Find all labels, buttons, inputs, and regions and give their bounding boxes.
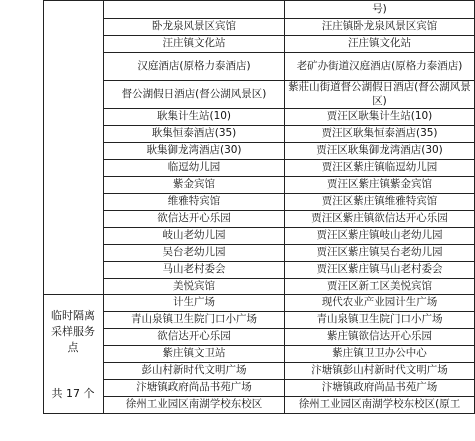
venue-address-cell: 贾汪区耿集恒泰酒店(35)	[321, 127, 438, 139]
venue-address-cell: 贾汪区紫庄镇紫金宾馆	[327, 178, 432, 190]
venue-name-cell: 欲信达开心乐园	[157, 212, 231, 224]
sampling-point-address-cell: 青山泉镇卫生院门口小广场	[316, 313, 443, 325]
venue-name-cell: 耿集计生站(10)	[156, 110, 232, 122]
venue-address-cell: 贾汪区新工区美悦宾馆	[327, 280, 432, 292]
venue-name-cell: 耿集御龙湾酒店(30)	[146, 144, 242, 156]
venue-name-cell: 督公湖假日酒店(督公湖风景区)	[121, 88, 267, 100]
venue-name-cell: 临逗幼儿园	[167, 161, 221, 173]
group-count: 共 17 个	[51, 387, 95, 400]
sampling-point-address-cell: 汴塘镇彭山村新时代文明广场	[311, 364, 448, 376]
venue-address-cell: 贾汪区紫庄镇欲信达开心乐园	[311, 212, 448, 224]
venue-address-cell: 贾汪区紫庄镇岐山老幼儿园	[316, 229, 443, 241]
venue-address-cell: 贾汪区紫庄镇吴台老幼儿园	[316, 246, 443, 258]
venue-name-cell: 卧龙泉风景区宾馆	[152, 20, 236, 32]
group-label-line: 点	[67, 341, 79, 354]
venue-address-cell: 紫莊山街道督公湖假日酒店(督公湖风景区)	[288, 81, 471, 107]
sampling-point-name-cell: 计生广场	[173, 296, 215, 308]
sampling-point-name-cell: 彭山村新时代文明广场	[141, 364, 247, 376]
venue-name-cell: 马山老村委会	[162, 263, 226, 275]
venue-address-cell: 贾汪区紫庄镇马山老村委会	[316, 263, 443, 275]
sampling-point-name-cell: 青山泉镇卫生院门口小广场	[131, 313, 257, 325]
venue-address-cell: 号)	[372, 3, 387, 15]
venue-name-cell	[105, 0, 283, 18]
sampling-point-name-cell: 欲信达开心乐园	[157, 330, 231, 342]
sampling-point-address-cell: 徐州工业园区南湖学校东校区(原工	[298, 398, 461, 410]
venue-address-cell: 老矿办街道汉庭酒店(原格力泰酒店)	[296, 60, 463, 72]
sampling-point-name-cell: 汴塘镇政府尚品书苑广场	[136, 381, 252, 393]
venue-name-cell: 耿集恒泰酒店(35)	[151, 127, 237, 139]
sampling-point-address-cell: 紫庄镇卫卫办公中心	[332, 347, 427, 359]
sampling-point-address-cell: 现代农业产业园计生广场	[321, 296, 438, 308]
table-horizontal-rule	[43, 413, 475, 414]
venue-name-cell: 汉庭酒店(原格力泰酒店)	[137, 60, 251, 72]
table-vertical-rule	[284, 0, 285, 414]
group-label-line: 采样服务	[51, 325, 95, 338]
venue-address-cell: 汪庄镇文化站	[348, 37, 411, 49]
venue-name-cell: 维雅特宾馆	[167, 195, 221, 207]
venue-address-cell: 汪庄镇卧龙泉风景区宾馆	[321, 20, 438, 32]
sampling-point-name-cell: 徐州工业园区南湖学校东校区	[125, 398, 263, 410]
venue-name-cell: 美悦宾馆	[173, 280, 215, 292]
venue-name-cell: 吴台老幼儿园	[162, 246, 226, 258]
table-vertical-rule	[103, 0, 104, 414]
venue-address-cell: 贾汪区耿集御龙湾酒店(30)	[316, 144, 443, 156]
group-label-line: 临时隔离	[51, 309, 95, 322]
sampling-point-address-cell: 紫庄镇欲信达开心乐园	[327, 330, 432, 342]
group-label	[43, 308, 103, 356]
venue-address-cell: 贾汪区紫庄镇维雅特宾馆	[321, 195, 438, 207]
venue-name-cell: 汪庄镇文化站	[162, 37, 226, 49]
venue-address-cell: 贾汪区紫庄镇临逗幼儿园	[321, 161, 438, 173]
venue-name-cell: 紫金宾馆	[173, 178, 215, 190]
venue-name-cell: 岐山老幼儿园	[162, 229, 226, 241]
sampling-point-name-cell: 紫庄镇文卫站	[162, 347, 226, 359]
venue-address-cell: 贾汪区耿集计生站(10)	[326, 110, 433, 122]
sampling-point-address-cell: 汴塘镇政府尚品书苑广场	[321, 381, 438, 393]
